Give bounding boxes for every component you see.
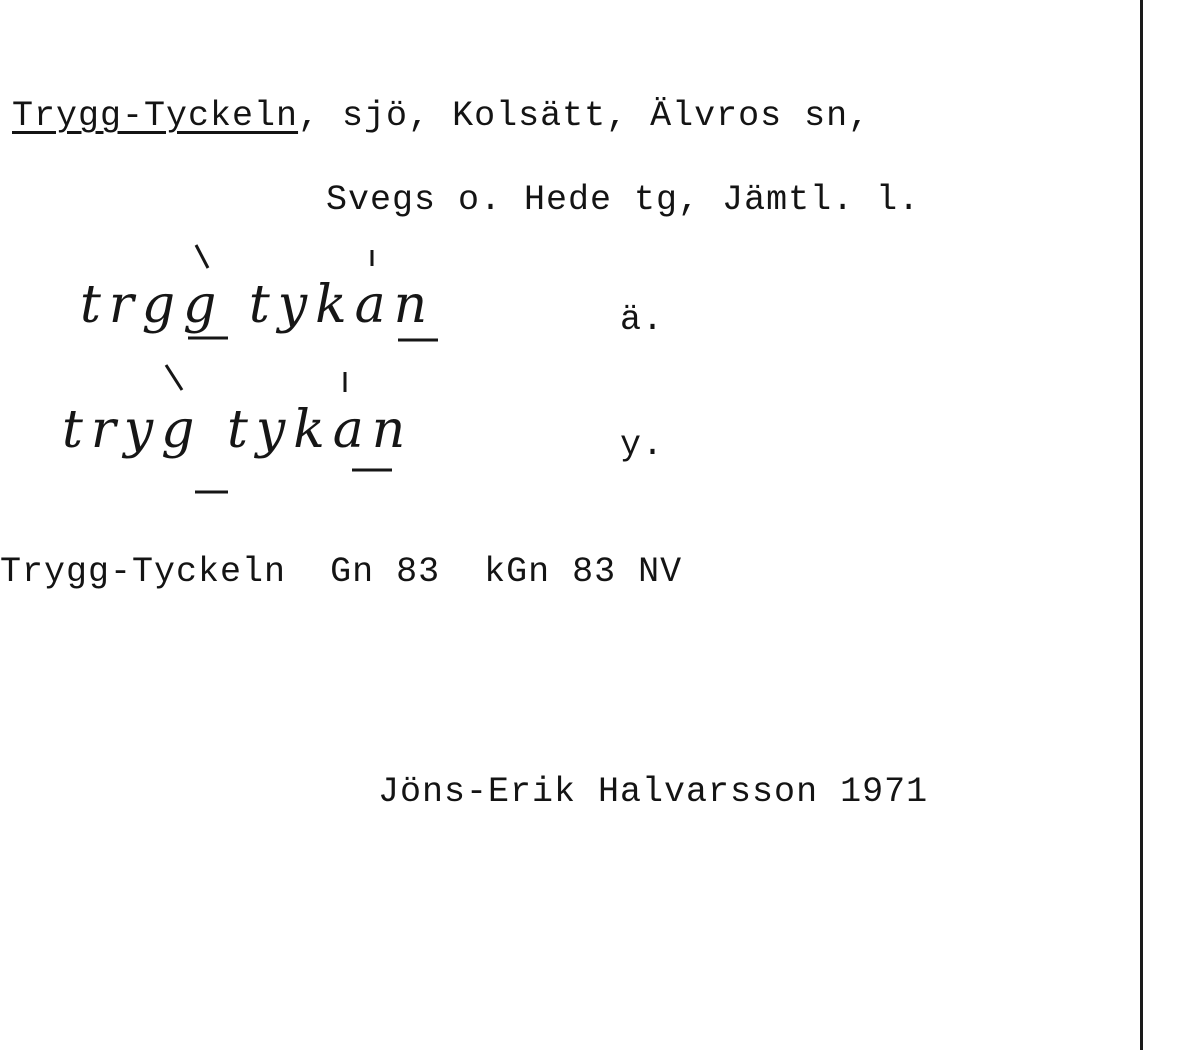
reference-line (0, 552, 682, 592)
entry-location: , sjö, Kolsätt, Älvros sn, (298, 96, 871, 136)
signature: Jöns-Erik Halvarsson 1971 (378, 772, 929, 812)
pronunciation-1: trgg tykan (80, 275, 436, 335)
grave-accent-mark-2 (166, 365, 182, 390)
reference-gn: Gn 83 (330, 552, 441, 592)
headword: Trygg-Tyckeln (12, 96, 299, 136)
speaker-label-2: y. (620, 425, 665, 465)
entry-line-1 (12, 96, 870, 136)
card-edge-line (1140, 0, 1143, 1050)
grave-accent-mark-1 (196, 245, 208, 268)
reference-name: Trygg-Tyckeln (0, 552, 287, 592)
pronunciation-2: tryg tykan (62, 400, 414, 460)
speaker-label-1: ä. (620, 300, 665, 340)
entry-line-2: Svegs o. Hede tg, Jämtl. l. (326, 180, 921, 220)
reference-kgn: kGn 83 NV (484, 552, 683, 592)
